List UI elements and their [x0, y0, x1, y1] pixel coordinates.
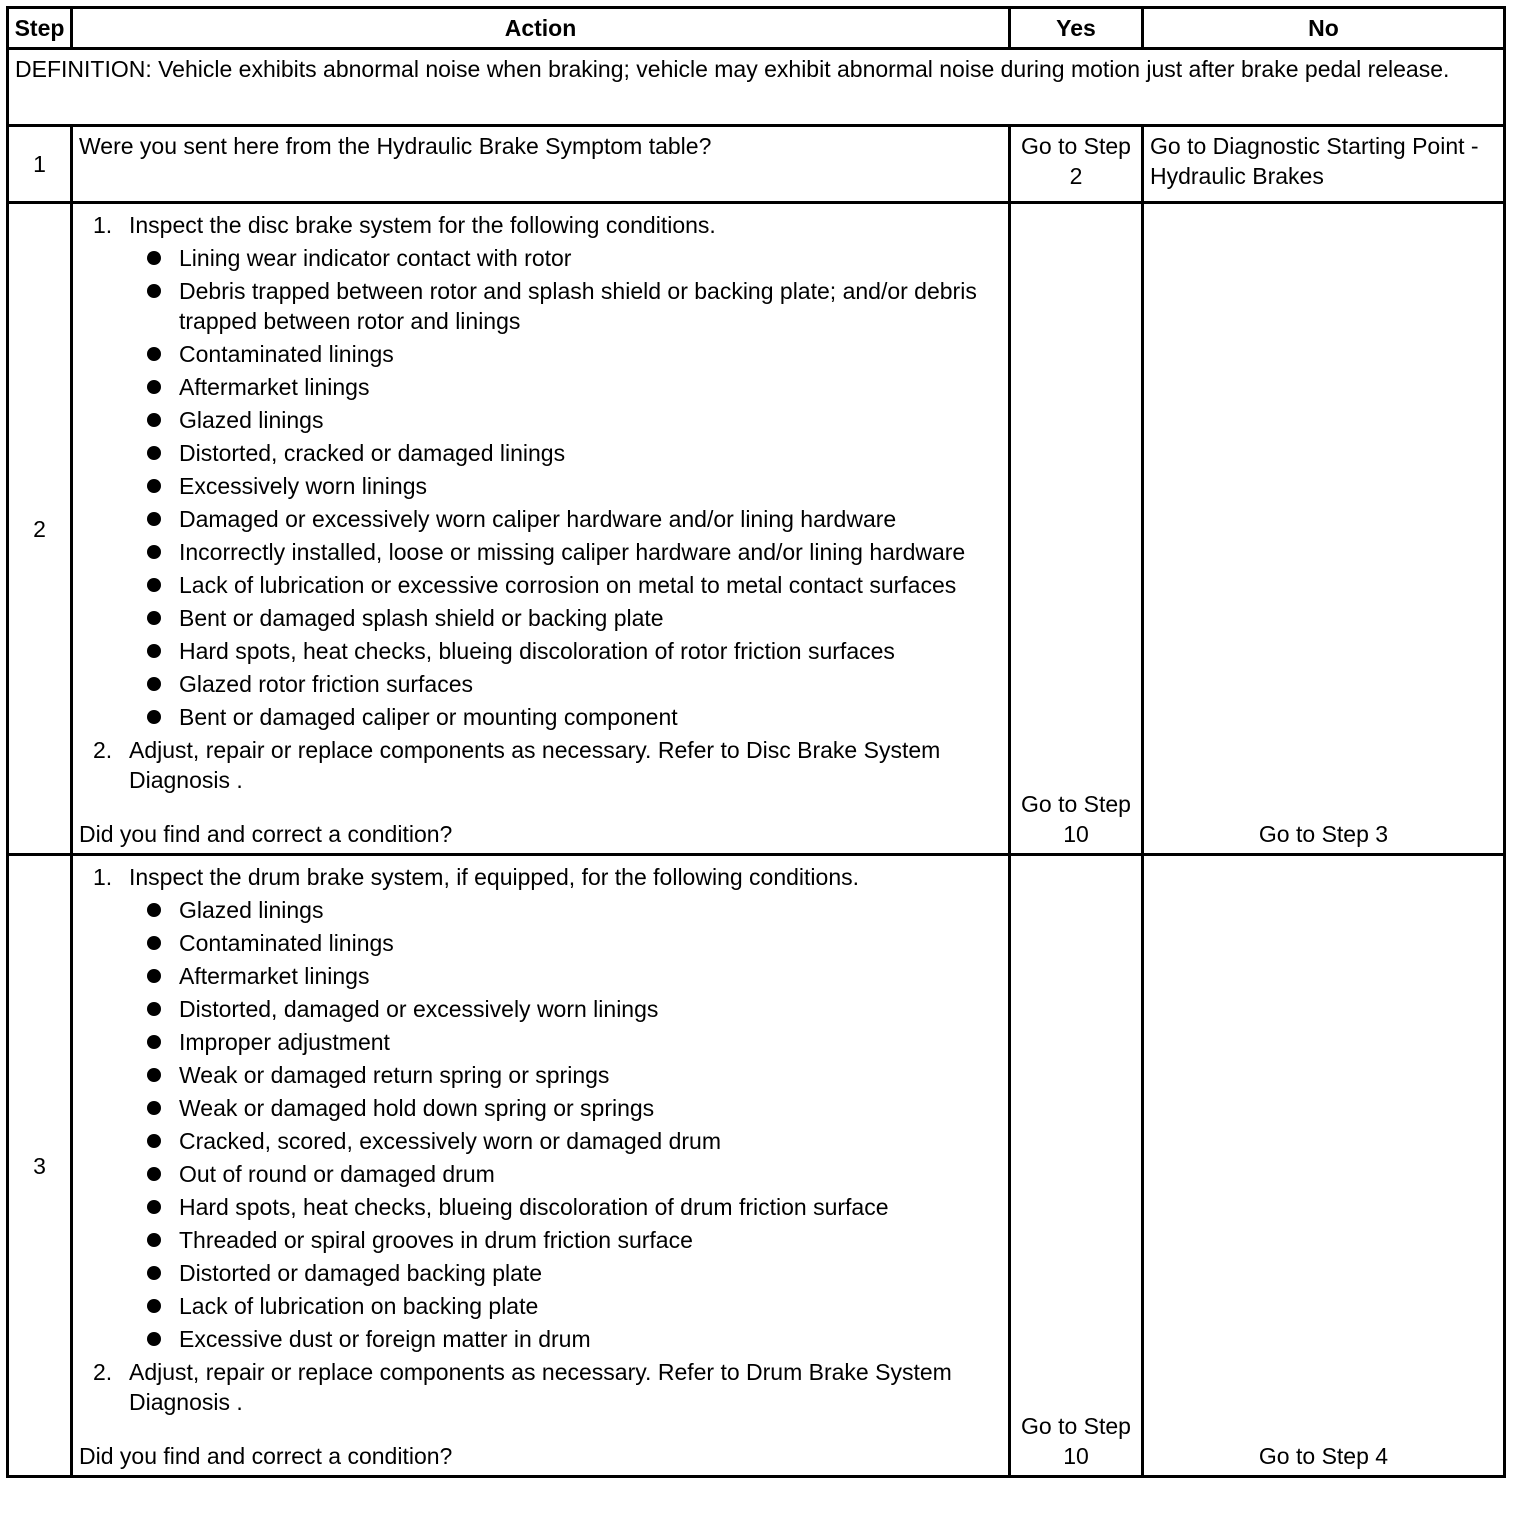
header-no: No — [1143, 8, 1505, 49]
header-action: Action — [72, 8, 1010, 49]
instruction-text: Inspect the drum brake system, if equipped, for the following conditions. — [129, 864, 860, 890]
bullet-icon — [147, 1134, 161, 1148]
condition-item — [179, 243, 1002, 273]
bullet-icon — [147, 578, 161, 592]
bullet-icon — [147, 710, 161, 724]
condition-text: Excessive dust or foreign matter in drum — [179, 1326, 591, 1352]
condition-text: Debris trapped between rotor and splash shield or backing plate; and/or debris trapped between rotor and linings — [179, 278, 977, 334]
condition-text: Weak or damaged hold down spring or springs — [179, 1095, 655, 1121]
bullet-icon — [147, 251, 161, 265]
bullet-icon — [147, 545, 161, 559]
instruction-list — [79, 210, 1002, 795]
condition-text: Weak or damaged return spring or springs — [179, 1062, 610, 1088]
condition-text: Lack of lubrication or excessive corrosion on metal to metal contact surfaces — [179, 572, 957, 598]
condition-text: Cracked, scored, excessively worn or damaged drum — [179, 1128, 722, 1154]
bullet-icon — [147, 284, 161, 298]
condition-text: Glazed rotor friction surfaces — [179, 671, 474, 697]
instruction-text: Inspect the disc brake system for the following conditions. — [129, 212, 716, 238]
condition-text: Bent or damaged caliper or mounting component — [179, 704, 678, 730]
condition-item — [179, 1060, 1002, 1090]
condition-item — [179, 405, 1002, 435]
bullet-icon — [147, 969, 161, 983]
condition-text: Bent or damaged splash shield or backing plate — [179, 605, 664, 631]
condition-item — [179, 702, 1002, 732]
instruction-item: 1. Inspect the disc brake system for the following conditions. Lining wear indicator contact with rotor Debris trapped between rotor and splash shield or backing plate; and/or debris trapped between rotor and linings Contaminated linings Aftermarket linings Glazed linings Distorted, cracked or damaged linings Excessively worn linings Damaged or excessively worn caliper hardware and/or lining hardware Incorrectly installed, loose or missing caliper hardware and/or lining hardware Lack of lubrication or excessive corrosion on metal to metal contact surfaces Bent or damaged splash shield or backing plate Hard spots, heat checks, blueing discoloration of rotor friction surfaces Glazed rotor friction surfaces Bent or damaged caliper or mounting component — [129, 210, 1002, 732]
no-result: Go to Step 4 — [1143, 855, 1505, 1477]
bullet-icon — [147, 1266, 161, 1280]
definition-text: DEFINITION: Vehicle exhibits abnormal noise when braking; vehicle may exhibit abnormal noise during motion just after brake pedal release. — [8, 49, 1505, 126]
condition-text: Incorrectly installed, loose or missing caliper hardware and/or lining hardware — [179, 539, 966, 565]
condition-item — [179, 1291, 1002, 1321]
condition-text: Damaged or excessively worn caliper hardware and/or lining hardware — [179, 506, 897, 532]
no-result: Go to Diagnostic Starting Point - Hydraulic Brakes — [1143, 126, 1505, 203]
condition-item — [179, 1093, 1002, 1123]
condition-item — [179, 928, 1002, 958]
condition-item — [179, 276, 1002, 336]
bullet-icon — [147, 479, 161, 493]
condition-text: Lack of lubrication on backing plate — [179, 1293, 539, 1319]
bullet-icon — [147, 446, 161, 460]
bullet-icon — [147, 380, 161, 394]
condition-list — [129, 895, 1002, 1354]
action-question: Did you find and correct a condition? — [79, 1443, 453, 1469]
condition-item — [179, 994, 1002, 1024]
condition-item — [179, 438, 1002, 468]
condition-item — [179, 1192, 1002, 1222]
condition-text: Improper adjustment — [179, 1029, 390, 1055]
condition-text: Aftermarket linings — [179, 374, 370, 400]
table-row — [8, 203, 1505, 855]
bullet-icon — [147, 611, 161, 625]
bullet-icon — [147, 1299, 161, 1313]
table-row — [8, 855, 1505, 1477]
bullet-icon — [147, 1035, 161, 1049]
condition-item — [179, 537, 1002, 567]
action-question: Were you sent here from the Hydraulic Brake Symptom table? — [72, 126, 1010, 203]
condition-item — [179, 1324, 1002, 1354]
yes-result: Go to Step 2 — [1010, 126, 1143, 203]
instruction-item: 2. Adjust, repair or replace components as necessary. Refer to Disc Brake System Diagnosis . — [93, 737, 941, 793]
instruction-text: Adjust, repair or replace components as necessary. Refer to Drum Brake System Diagnosis . — [129, 1359, 952, 1415]
condition-text: Hard spots, heat checks, blueing discoloration of rotor friction surfaces — [179, 638, 895, 664]
bullet-icon — [147, 413, 161, 427]
bullet-icon — [147, 1332, 161, 1346]
bullet-icon — [147, 1167, 161, 1181]
instruction-item: 2. Adjust, repair or replace components as necessary. Refer to Drum Brake System Diagnosis . — [93, 1359, 952, 1415]
bullet-icon — [147, 1002, 161, 1016]
condition-text: Glazed linings — [179, 897, 324, 923]
condition-item — [179, 1126, 1002, 1156]
diagnostic-table-page — [6, 6, 1506, 1478]
condition-text: Threaded or spiral grooves in drum friction surface — [179, 1227, 693, 1253]
condition-item — [179, 1258, 1002, 1288]
condition-text: Excessively worn linings — [179, 473, 427, 499]
bullet-icon — [147, 1068, 161, 1082]
condition-text: Hard spots, heat checks, blueing discoloration of drum friction surface — [179, 1194, 889, 1220]
condition-item — [179, 961, 1002, 991]
action-cell — [72, 203, 1010, 855]
step-number: 1 — [8, 126, 72, 203]
condition-item — [179, 504, 1002, 534]
condition-item — [179, 1159, 1002, 1189]
condition-text: Glazed linings — [179, 407, 324, 433]
condition-item — [179, 339, 1002, 369]
condition-text: Distorted, damaged or excessively worn linings — [179, 996, 659, 1022]
step-number: 2 — [8, 203, 72, 855]
header-row — [8, 8, 1505, 49]
condition-text: Contaminated linings — [179, 341, 394, 367]
condition-text: Distorted, cracked or damaged linings — [179, 440, 566, 466]
condition-text: Aftermarket linings — [179, 963, 370, 989]
yes-result: Go to Step 10 — [1010, 203, 1143, 855]
bullet-icon — [147, 1233, 161, 1247]
condition-item — [179, 669, 1002, 699]
header-step: Step — [8, 8, 72, 49]
bullet-icon — [147, 936, 161, 950]
condition-item — [179, 372, 1002, 402]
action-question: Did you find and correct a condition? — [79, 821, 453, 847]
condition-item — [179, 603, 1002, 633]
condition-text: Lining wear indicator contact with rotor — [179, 245, 572, 271]
instruction-list — [79, 862, 1002, 1417]
definition-row — [8, 49, 1505, 126]
condition-text: Out of round or damaged drum — [179, 1161, 495, 1187]
bullet-icon — [147, 347, 161, 361]
no-result: Go to Step 3 — [1143, 203, 1505, 855]
condition-item — [179, 1027, 1002, 1057]
action-cell — [72, 855, 1010, 1477]
instruction-text: Adjust, repair or replace components as necessary. Refer to Disc Brake System Diagnosis . — [129, 737, 941, 793]
bullet-icon — [147, 644, 161, 658]
condition-item — [179, 636, 1002, 666]
bullet-icon — [147, 1200, 161, 1214]
bullet-icon — [147, 1101, 161, 1115]
condition-item — [179, 1225, 1002, 1255]
bullet-icon — [147, 677, 161, 691]
header-yes: Yes — [1010, 8, 1143, 49]
condition-text: Distorted or damaged backing plate — [179, 1260, 543, 1286]
condition-list — [129, 243, 1002, 732]
step-number: 3 — [8, 855, 72, 1477]
table-row — [8, 126, 1505, 203]
yes-result: Go to Step 10 — [1010, 855, 1143, 1477]
bullet-icon — [147, 903, 161, 917]
condition-item — [179, 471, 1002, 501]
condition-item — [179, 895, 1002, 925]
diagnostic-table — [6, 6, 1506, 1478]
bullet-icon — [147, 512, 161, 526]
condition-text: Contaminated linings — [179, 930, 394, 956]
instruction-item: 1. Inspect the drum brake system, if equipped, for the following conditions. Glazed linings Contaminated linings Aftermarket linings Distorted, damaged or excessively worn linings Improper adjustment Weak or damaged return spring or springs Weak or damaged hold down spring or springs Cracked, scored, excessively worn or damaged drum Out of round or damaged drum Hard spots, heat checks, blueing discoloration of drum friction surface Threaded or spiral grooves in drum friction surface Distorted or damaged backing plate Lack of lubrication on backing plate Excessive dust or foreign matter in drum — [129, 862, 1002, 1354]
condition-item — [179, 570, 1002, 600]
